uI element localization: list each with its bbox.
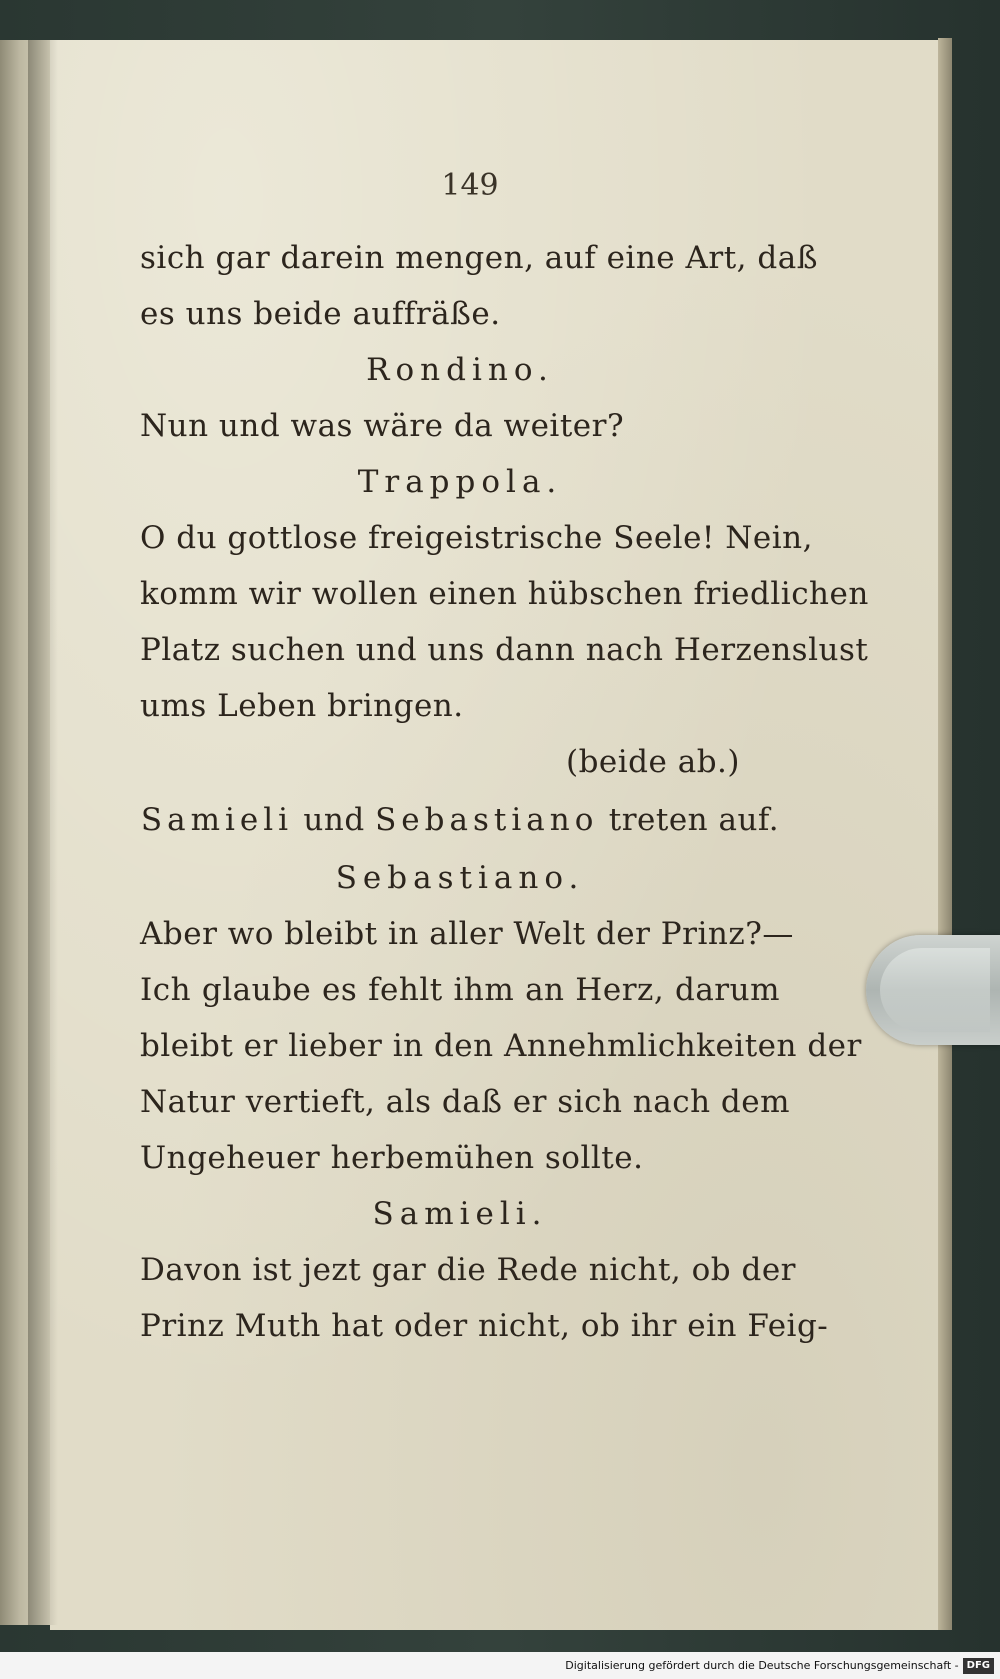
- speaker-name: Rondino.: [366, 352, 554, 388]
- character-name: Samieli: [140, 802, 294, 838]
- line: Ich glaube es fehlt ihm an Herz, darum: [140, 972, 780, 1008]
- line: O du gottlose freigeistrische Seele! Nein,: [140, 520, 813, 556]
- speaker-name: Sebastiano.: [335, 860, 585, 896]
- line: komm wir wollen einen hübschen friedlichen: [140, 576, 869, 612]
- page-number: 149: [441, 168, 499, 203]
- line: Nun und was wäre da weiter?: [140, 408, 625, 444]
- conjunction: und: [303, 802, 365, 838]
- line: es uns beide auffräße.: [140, 296, 501, 332]
- line: Prinz Muth hat oder nicht, ob ihr ein Feig-: [140, 1308, 829, 1344]
- line: ums Leben bringen.: [140, 688, 464, 724]
- dfg-logo: DFG: [963, 1658, 994, 1674]
- page-text: [140, 230, 869, 1354]
- line: Platz suchen und uns dann nach Herzenslust: [140, 632, 869, 668]
- line: Davon ist jezt gar die Rede nicht, ob der: [140, 1252, 796, 1288]
- character-name: Sebastiano: [375, 802, 599, 838]
- speaker-name: Trappola.: [357, 464, 563, 500]
- line: Ungeheuer herbemühen sollte.: [140, 1140, 644, 1176]
- line: Natur vertieft, als daß er sich nach dem: [140, 1084, 791, 1120]
- footer-credit: [0, 1652, 1000, 1679]
- footer-text: Digitalisierung gefördert durch die Deutsche Forschungsgemeinschaft -: [565, 1659, 959, 1672]
- page-stack-edge: [938, 38, 952, 1630]
- stage-direction-exit: (beide ab.): [565, 744, 740, 780]
- stage-action: treten auf.: [608, 802, 780, 838]
- stage-direction-entrance: [140, 790, 780, 850]
- speaker-name: Samieli.: [372, 1196, 548, 1232]
- line: bleibt er lieber in den Annehmlichkeiten der: [140, 1028, 862, 1064]
- page-clip-highlight: [880, 948, 990, 1032]
- spine-shadow: [28, 40, 58, 1625]
- line: Aber wo bleibt in aller Welt der Prinz?—: [140, 916, 794, 952]
- line: sich gar darein mengen, auf eine Art, daß: [140, 240, 818, 276]
